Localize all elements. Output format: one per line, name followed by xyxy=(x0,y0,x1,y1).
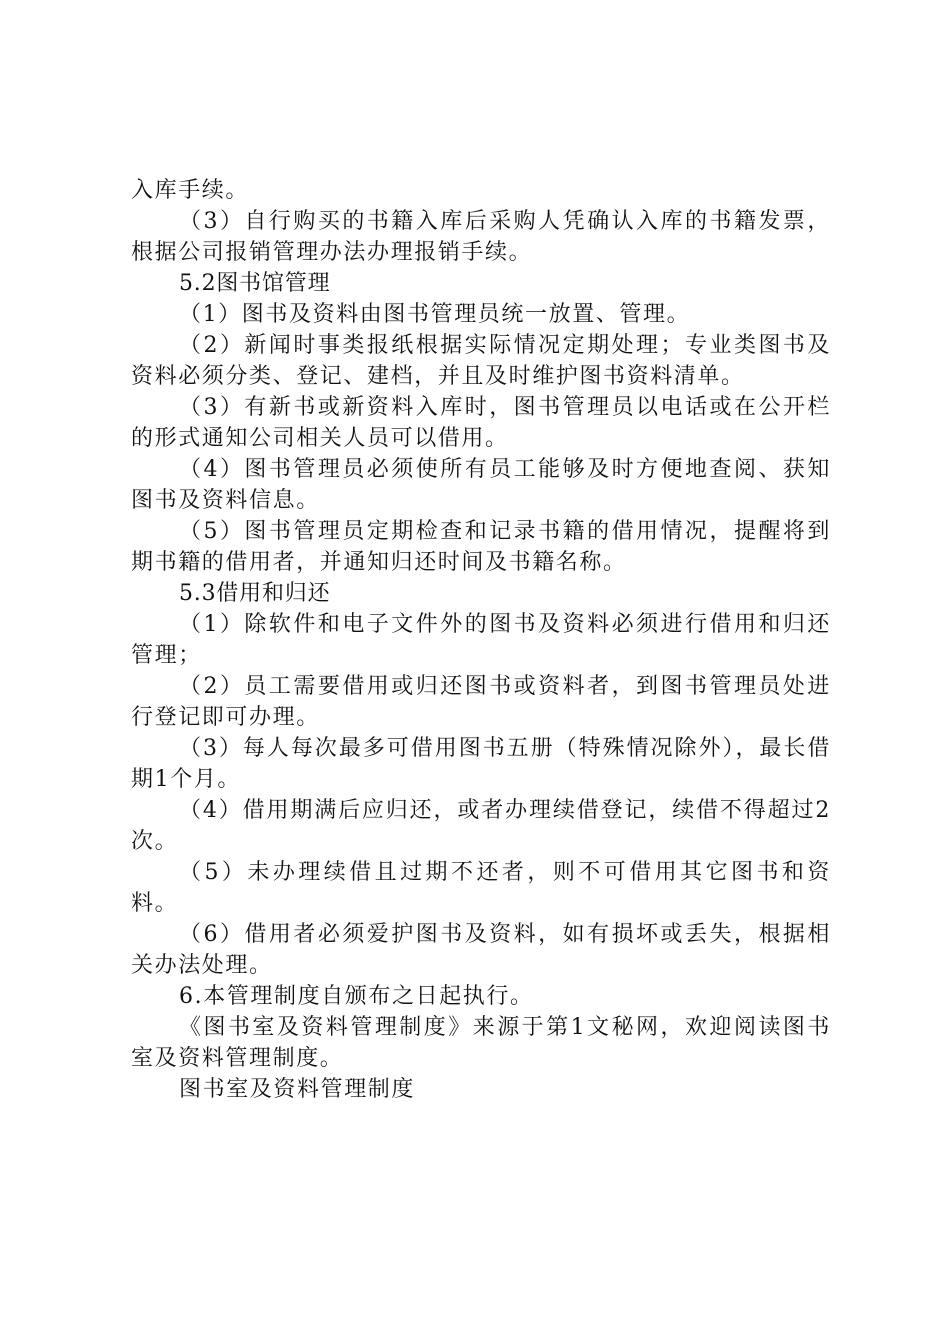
paragraph-5-3-item-5: （5）未办理续借且过期不还者，则不可借用其它图书和资料。 xyxy=(131,860,831,916)
paragraph-item-3-purchase: （3）自行购买的书籍入库后采购人凭确认入库的书籍发票，根据公司报销管理办法办理报销手续。 xyxy=(131,209,831,265)
section-heading-5-3: 5.3借用和归还 xyxy=(179,581,331,606)
paragraph-5-2-item-5: （5）图书管理员定期检查和记录书籍的借用情况，提醒将到期书籍的借用者，并通知归还时间及书籍名称。 xyxy=(131,519,831,575)
paragraph-5-2-item-4: （4）图书管理员必须使所有员工能够及时方便地查阅、获知图书及资料信息。 xyxy=(131,457,831,513)
paragraph-5-3-item-3: （3）每人每次最多可借用图书五册（特殊情况除外），最长借期1个月。 xyxy=(131,736,831,792)
paragraph-5-2-item-2: （2）新闻时事类报纸根据实际情况定期处理；专业类图书及资料必须分类、登记、建档，并且及时维护图书资料清单。 xyxy=(131,333,831,389)
paragraph-5-3-item-1: （1）除软件和电子文件外的图书及资料必须进行借用和归还管理； xyxy=(131,612,831,668)
paragraph-continuation: 入库手续。 xyxy=(131,178,250,203)
paragraph-closing-title: 图书室及资料管理制度 xyxy=(179,1077,416,1102)
paragraph-5-3-item-2: （2）员工需要借用或归还图书或资料者，到图书管理员处进行登记即可办理。 xyxy=(131,674,831,730)
paragraph-5-3-item-6: （6）借用者必须爱护图书及资料，如有损坏或丢失，根据相关办法处理。 xyxy=(131,922,831,978)
paragraph-section-6: 6.本管理制度自颁布之日起执行。 xyxy=(179,984,534,1009)
paragraph-5-2-item-1: （1）图书及资料由图书管理员统一放置、管理。 xyxy=(179,302,691,327)
paragraph-source-note: 《图书室及资料管理制度》来源于第1文秘网，欢迎阅读图书室及资料管理制度。 xyxy=(131,1015,831,1071)
paragraph-5-2-item-3: （3）有新书或新资料入库时，图书管理员以电话或在公开栏的形式通知公司相关人员可以借用。 xyxy=(131,395,831,451)
paragraph-5-3-item-4: （4）借用期满后应归还，或者办理续借登记，续借不得超过2次。 xyxy=(131,798,831,854)
section-heading-5-2: 5.2图书馆管理 xyxy=(179,271,331,296)
document-body xyxy=(131,175,831,1105)
